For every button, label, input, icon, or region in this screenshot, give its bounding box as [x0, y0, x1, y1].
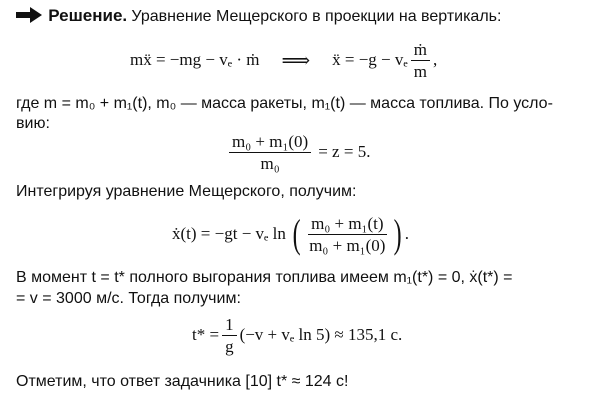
equation-burn-time — [192, 310, 402, 360]
eq3-suffix: . — [404, 224, 409, 243]
eq3-frac-den: m₀ + m₁(0) — [309, 235, 386, 255]
eq1-suffix: , — [432, 50, 438, 69]
text-line-3: вию: — [16, 115, 50, 132]
eq1-fraction — [411, 40, 430, 81]
equation-meshchersky — [130, 36, 437, 84]
eq2-frac-num: m₀ + m₁(0) — [229, 132, 311, 153]
text-line-7: Отметим, что ответ задачника [10] t* ≈ 124 с! — [16, 373, 349, 390]
eq3-left: ẋ(t) = −gt − vₑ ln — [172, 224, 286, 243]
eq3-close-paren: ) — [394, 211, 403, 256]
eq4-frac-num: 1 — [222, 315, 237, 336]
text-line-6: = v = 3000 м/с. Тогда получим: — [16, 290, 241, 307]
eq4-fraction — [222, 315, 237, 356]
text-line-5: В момент t = t* полного выгорания топлива имеем m₁(t*) = 0, ẋ(t*) = — [16, 269, 513, 286]
eq1-left: mẍ = −mg − vₑ · ṁ — [130, 50, 260, 69]
eq1-frac-num: ṁ — [411, 40, 430, 61]
equation-ratio — [226, 128, 370, 176]
text-line-2: где m = m₀ + m₁(t), m₀ — масса ракеты, m₁(t) — масса топлива. По усло- — [16, 95, 553, 112]
eq2-tail: = z = 5. — [318, 142, 371, 161]
eq1-arrow: ⟹ — [281, 49, 311, 72]
equation-velocity — [172, 208, 409, 260]
eq2-fraction — [229, 132, 311, 173]
eq4-right: (−v + vₑ ln 5) ≈ 135,1 с. — [239, 325, 403, 344]
text-line-4: Интегрируя уравнение Мещерского, получим: — [16, 183, 357, 200]
eq4-left: t* = — [192, 325, 220, 344]
heading-line — [14, 6, 501, 27]
eq3-frac-num: m₀ + m₁(t) — [308, 214, 386, 235]
eq3-fraction — [306, 214, 388, 255]
eq3-open-paren: ( — [292, 211, 301, 256]
intro-text: Уравнение Мещерского в проекции на вертикаль: — [131, 8, 502, 25]
eq1-right: ẍ = −g − vₑ — [332, 50, 408, 69]
arrow-icon — [14, 6, 44, 24]
eq1-frac-den: m — [413, 61, 427, 81]
eq2-frac-den: m₀ — [260, 153, 280, 173]
eq4-frac-den: g — [225, 336, 234, 356]
solution-heading: Решение. — [48, 6, 128, 25]
